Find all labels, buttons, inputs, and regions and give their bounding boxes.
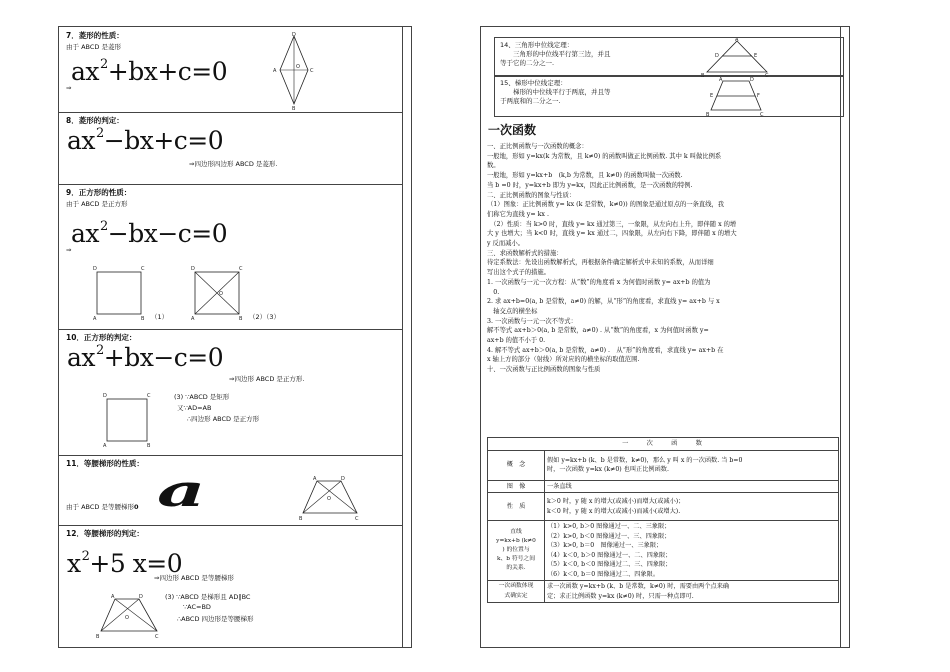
section-isosceles-trapezoid-criteria <box>59 525 402 647</box>
conclusion-text: ⇒四边形四边形 ABCD 是菱形. <box>189 160 278 168</box>
vertex-label: B <box>292 106 296 110</box>
svg-text:C: C <box>147 393 151 399</box>
table-row: 概 念 假如 y=kx+b (k、b 是常数，k≠0)，那么 y 叫 x 的一次函数. 当 b=0 时，一次函数 y=kx (k≠0) 也叫正比例函数. <box>488 450 839 480</box>
note-line: 4. 解不等式 ax+b＞0(a, b 是常数，a≠0) . 从“形”的角度看，求直线 y= ax+b 在 <box>487 346 724 354</box>
implies-arrow: ⇒ <box>66 246 72 254</box>
note-line: ax+b 的值不小于 0. <box>487 337 546 345</box>
svg-text:B: B <box>701 73 705 78</box>
svg-text:B: B <box>299 516 303 521</box>
theorem-line: 三角形的中位线平行第三边，并且 <box>500 50 611 58</box>
section-heading: 一次函数 <box>488 123 537 137</box>
triangle-midline-box <box>494 37 844 77</box>
table-row <box>488 438 839 451</box>
section-title: 11．等腰梯形的性质： <box>66 459 144 468</box>
function-notes <box>487 142 839 375</box>
svg-text:D: D <box>341 476 345 482</box>
note-line: 一般地，形如 y=kx+b (k,b 为常数，且 k≠0) 的函数叫做一次函数. <box>487 172 683 180</box>
left-page <box>58 26 412 648</box>
svg-text:A: A <box>191 316 195 320</box>
section-title: 10．正方形的判定： <box>66 333 137 342</box>
square-figure-2 <box>187 264 247 320</box>
proof-line: ∵AC=BD <box>183 603 211 611</box>
table-label: 一次函数体现 式确实定 <box>488 581 545 603</box>
svg-text:E: E <box>710 93 714 99</box>
svg-text:F: F <box>757 93 760 99</box>
note-line: 一般地，形如 y=kx(k 为常数，且 k≠0) 的函数叫做正比例函数. 其中 k 叫做比例系 <box>487 152 722 160</box>
svg-text:A: A <box>103 443 107 449</box>
svg-text:C: C <box>141 266 145 272</box>
table-header: 一 次 函 数 <box>488 438 839 451</box>
square-figure-1 <box>89 264 149 320</box>
theorem-line: 15、梯形中位线定理： <box>500 79 567 87</box>
theorem-line: 等于它的二分之一. <box>500 59 555 67</box>
bold-zero: 0 <box>133 503 139 511</box>
svg-text:A: A <box>111 594 115 600</box>
implies-arrow: ⇒ <box>66 84 72 92</box>
svg-text:D: D <box>103 393 107 399</box>
note-line: 一、正比例函数与一次函数的概念： <box>487 143 588 150</box>
square-figure <box>101 391 153 449</box>
section-rhombus-properties <box>59 27 402 113</box>
right-page <box>480 26 850 648</box>
table-row: 一次函数体现 式确实定 求一次函数 y=kx+b (k、b 是常数，k≠0) 时，需要由两个点来确 定；求正比例函数 y=kx (k≠0) 时，只需一种点即可. <box>488 581 839 603</box>
proof-line: (3) ∵ABCD 是梯形且 AD∥BC <box>165 593 251 601</box>
table-label: 图 像 <box>488 480 545 493</box>
theorem-line: 14、三角形中位线定理： <box>500 41 574 49</box>
svg-text:A: A <box>313 476 317 482</box>
triangle-figure <box>701 38 773 78</box>
right-page-column-rule <box>840 27 841 647</box>
svg-text:A: A <box>735 38 739 43</box>
note-line: 0. <box>487 288 500 296</box>
figure-tag: （1） <box>151 313 169 321</box>
note-line: 解不等式 ax+b＞0(a, b 是常数，a≠0) . 从“数”的角度看，x 为何值时函数 y= <box>487 327 709 335</box>
note-line: 写出这个式子的措施。 <box>487 269 550 277</box>
trapezoid-figure <box>705 76 769 116</box>
vertex-label: A <box>273 68 277 74</box>
svg-text:B: B <box>239 316 243 320</box>
note-line: （1）图象：正比例函数 y= kx (k 是常数，k≠0)) 的图象是通过原点的一条直线，我 <box>487 201 725 209</box>
trapezoid-figure <box>299 473 363 521</box>
table-label: 概 念 <box>488 450 545 480</box>
svg-text:C: C <box>760 112 764 116</box>
svg-text:B: B <box>96 634 100 640</box>
note-line: 1. 一次函数与一元一次方程：从“数”的角度看 x 为何值时函数 y= ax+b 的值为 <box>487 278 711 286</box>
equation: $ax^2+bx-c=0$ <box>67 343 224 372</box>
linear-function-table <box>487 437 839 603</box>
vertex-label: D <box>292 32 296 38</box>
conclusion-text: ⇒四边形 ABCD 是等腰梯形 <box>154 574 234 582</box>
svg-text:C: C <box>765 73 769 78</box>
section-title: 9．正方形的性质： <box>66 188 132 197</box>
trapezoid-figure <box>95 591 163 641</box>
given-text: 由于 ABCD 是等腰梯形 <box>66 503 134 511</box>
svg-text:C: C <box>239 266 243 272</box>
svg-text:A: A <box>719 77 723 83</box>
note-line: 数。 <box>487 162 500 170</box>
equation: $ax^2-bx+c=0$ <box>67 126 224 155</box>
note-line: 3. 一次函数与一元一次不等式： <box>487 317 577 325</box>
given-text: 由于 ABCD 是菱形 <box>66 43 121 51</box>
rhombus-figure <box>264 30 324 110</box>
equation: $x^2+5$ x=0 <box>67 549 183 578</box>
table-label: 性 质 <box>488 493 545 521</box>
svg-text:D: D <box>139 594 143 600</box>
section-title: 12．等腰梯形的判定： <box>66 529 144 538</box>
note-line: 2. 求 ax+b=0(a, b 是常数，a≠0) 的解，从“形”的角度看，求直线 y= ax+b 与 x <box>487 298 720 306</box>
section-square-criteria <box>59 329 402 456</box>
proof-line: 又∵AD=AB <box>177 404 212 412</box>
vertex-label: O <box>296 64 300 70</box>
note-line: y 反而减小。 <box>487 240 525 248</box>
svg-text:C: C <box>155 634 159 640</box>
theorem-line: 梯形的中位线平行于两底，并且等 <box>500 88 611 96</box>
svg-text:D: D <box>750 77 754 83</box>
note-line: 轴交点的横坐标 <box>487 307 538 315</box>
section-rhombus-criteria <box>59 112 402 185</box>
note-line: x 轴上方的部分（射线）所对应的的横坐标的取值范围. <box>487 356 640 364</box>
svg-text:O: O <box>219 291 223 297</box>
svg-text:D: D <box>715 53 719 59</box>
note-line: 们称它为直线 y= kx . <box>487 210 549 218</box>
note-line: 待定系数法：先设出函数解析式，再根据条件确定解析式中未知的系数，从而详细 <box>487 259 714 267</box>
large-letter-a: a <box>157 466 206 517</box>
note-line: 十、一次函数与正比例函数的图象与性质 <box>487 366 601 374</box>
theorem-line: 于两底和的二分之一. <box>500 97 561 105</box>
svg-text:B: B <box>706 112 710 116</box>
svg-text:D: D <box>191 266 195 272</box>
svg-text:O: O <box>327 496 331 502</box>
note-line: 大 y 也增大；当 k<0 时，直线 y= kx 通过二，四象限，从左向右下降，即伴随 x 的增大 <box>487 230 737 238</box>
section-square-properties <box>59 184 402 330</box>
equation: $ax^2+bx+c=0$ <box>71 57 228 86</box>
svg-text:A: A <box>93 316 97 320</box>
svg-text:D: D <box>93 266 97 272</box>
given-text: 由于 ABCD 是正方形 <box>66 200 128 208</box>
note-line: （2）性质：当 k>0 时，直线 y= kx 通过第三，一象限，从左向右上升，即伴随 x 的增 <box>487 220 737 228</box>
svg-text:C: C <box>355 516 359 521</box>
section-title: 7．菱形的性质： <box>66 31 124 40</box>
note-line: 当 b =0 时，y=kx+b 即为 y=kx，因此正比例函数，是一次函数的特例. <box>487 181 693 189</box>
equation: $ax^2-bx-c=0$ <box>71 219 228 248</box>
svg-text:B: B <box>141 316 145 320</box>
table-row: 性 质 k＞0 时，y 随 x 的增大(或减小)而增大(或减小)； k＜0 时，y 随 x 的增大(或减小)而减小(或增大). <box>488 493 839 521</box>
proof-line: ∴四边形 ABCD 是正方形 <box>187 415 260 423</box>
section-title: 8．菱形的判定： <box>66 116 124 125</box>
section-isosceles-trapezoid-properties <box>59 455 402 526</box>
vertex-label: C <box>310 68 314 74</box>
note-line: 二、正比例函数的图象与性质： <box>487 191 576 199</box>
proof-line: ∴ABCD 四边形是等腰梯形 <box>177 615 254 623</box>
conclusion-text: ⇒四边形 ABCD 是正方形. <box>229 375 305 383</box>
svg-text:B: B <box>147 443 151 449</box>
svg-text:O: O <box>125 615 129 621</box>
table-row: 直线 y=kx+b (k≠0 ) 的位置与 k、b 符号之间 的关系. （1）k>0, b＞0 图像通过一、二、三象限； （2）k>0, b＜0 图像通过一、三、四象限； （3）k>0, b＝0 图像通过一、三象限； （4）k＜0, b＞0 图像通过一、二、四象限； （5）k＜0, b＜0 图像通过二、三、四象限； （6）k＜0, b＝0 图像通过二、四象限。 <box>488 521 839 581</box>
table-row: 图 像 一条直线 <box>488 480 839 493</box>
proof-line: (3) ∵ABCD 是矩形 <box>174 393 230 401</box>
trapezoid-midline-box <box>494 75 844 117</box>
note-line: 三、求函数解析式的措施： <box>487 249 563 257</box>
figure-tag: （2）（3） <box>249 313 281 321</box>
table-label: 直线 y=kx+b (k≠0 ) 的位置与 k、b 符号之间 的关系. <box>488 521 545 581</box>
left-page-column-rule <box>402 27 403 647</box>
svg-text:E: E <box>754 53 758 59</box>
